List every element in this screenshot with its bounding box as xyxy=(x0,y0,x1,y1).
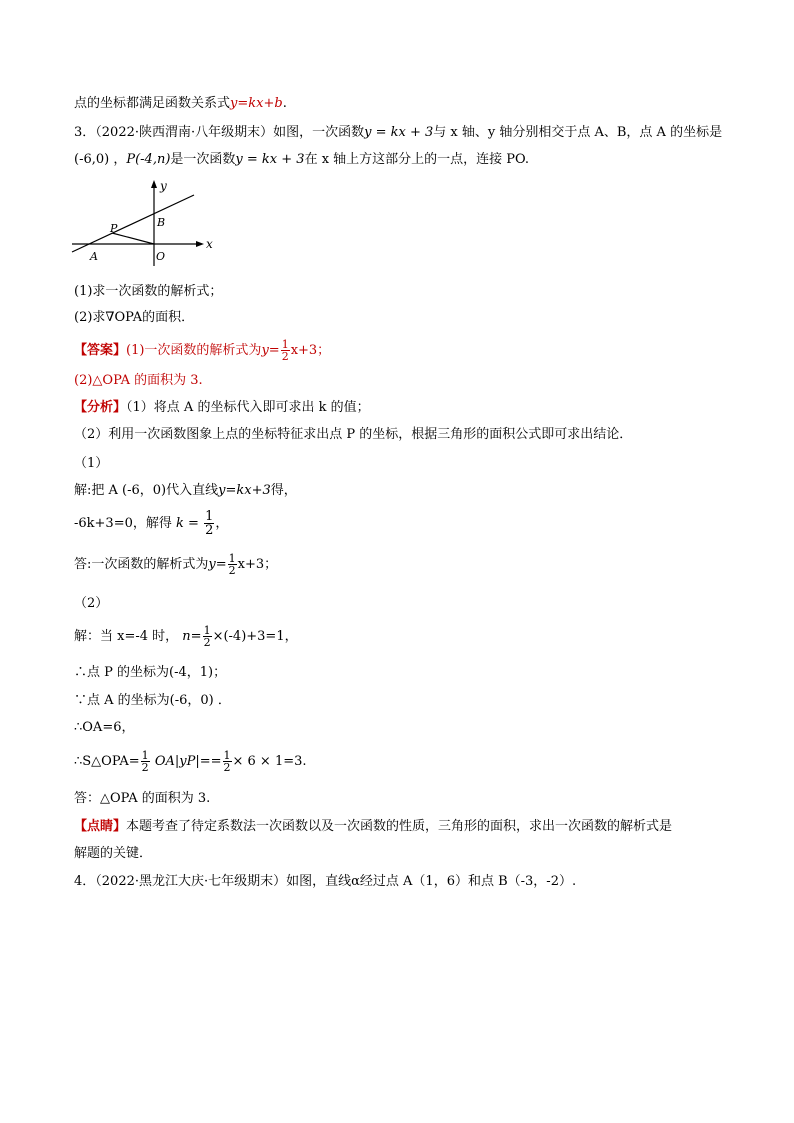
text: 解:把 A (-6，0)代入直线 xyxy=(74,483,219,498)
text: ×(-4)+3=1， xyxy=(212,629,298,644)
comment-line-1 xyxy=(74,818,672,836)
sub-question-2: (2)求∇OPA的面积． xyxy=(74,310,195,325)
text: . xyxy=(282,96,287,111)
formula: y=kx+3 xyxy=(218,483,271,498)
text: (1)一次函数的解析式为 xyxy=(126,343,262,358)
text: 与 x 轴、y 轴分别相交于点 A、B，点 A 的坐标是 xyxy=(433,125,723,140)
text: 本题考查了待定系数法一次函数以及一次函数的性质，三角形的面积，求出一次函数的解析式是 xyxy=(126,819,673,834)
solution-line-6: ∵点 A 的坐标为(-6，0) ． xyxy=(74,693,231,708)
denominator: 2 xyxy=(223,761,231,774)
text: 得， xyxy=(270,483,297,498)
question-3-cont xyxy=(74,151,529,169)
analysis-tag: 【分析】 xyxy=(74,400,127,415)
numerator: 1 xyxy=(205,509,214,524)
coordinate-figure xyxy=(70,174,215,274)
text: 解：当 x=-4 时， xyxy=(74,629,179,644)
comment-line-2: 解题的关键． xyxy=(74,846,153,861)
formula: y = kx + 3 xyxy=(364,125,434,140)
text: (-6,0) ， xyxy=(74,152,127,167)
question-3 xyxy=(74,124,722,142)
analysis-1 xyxy=(74,399,370,417)
text: 是一次函数 xyxy=(170,152,236,167)
numerator: 1 xyxy=(281,338,289,351)
point-a-label: A xyxy=(90,250,98,263)
denominator: 2 xyxy=(281,350,289,363)
text: 在 x 轴上方这部分上的一点，连接 PO. xyxy=(304,152,530,167)
formula: y= xyxy=(261,343,280,358)
text: ∴S△OPA= xyxy=(74,754,140,769)
point-o-label: O xyxy=(156,250,166,263)
denominator: 2 xyxy=(205,523,214,538)
solution-line-9: 答：△OPA 的面积为 3. xyxy=(74,791,211,806)
solution-line-4 xyxy=(74,623,298,651)
formula: n= xyxy=(182,629,202,644)
solution-line-2 xyxy=(74,510,228,538)
formula: x+3； xyxy=(290,343,331,358)
text: ， xyxy=(215,516,229,531)
text: 答:一次函数的解析式为 xyxy=(74,557,209,572)
analysis-2: （2）利用一次函数图象上点的坐标特征求出点 P 的坐标，根据三角形的面积公式即可求出结论． xyxy=(74,427,633,442)
point-p-label: P xyxy=(110,222,118,235)
denominator: 2 xyxy=(141,761,149,774)
question-4: 4．（2022·黑龙江大庆·七年级期末）如图，直线α经过点 A（1，6）和点 B（-3，-2）. xyxy=(74,874,577,889)
text: -6k+3=0，解得 xyxy=(74,516,172,531)
sub-question-1: (1)求一次函数的解析式； xyxy=(74,284,223,299)
solution-line-1 xyxy=(74,482,297,500)
answer-2: (2)△OPA 的面积为 3. xyxy=(74,373,203,388)
numerator: 1 xyxy=(203,624,211,637)
numerator: 1 xyxy=(141,749,149,762)
formula: OA|yP|== xyxy=(154,754,222,769)
formula: k = xyxy=(176,516,199,531)
part-1-label: （1） xyxy=(74,456,109,471)
y-axis-label: y xyxy=(160,179,167,193)
numerator: 1 xyxy=(223,749,231,762)
answer-tag: 【答案】 xyxy=(74,343,127,358)
solution-line-8 xyxy=(74,748,307,776)
solution-line-3 xyxy=(74,552,277,578)
text: 点的坐标都满足函数关系式 xyxy=(74,96,231,111)
denominator: 2 xyxy=(203,636,211,649)
text: （1）将点 A 的坐标代入即可求出 k 的值； xyxy=(126,400,370,415)
solution-line-7: ∴OA=6， xyxy=(74,720,135,735)
text: x+3； xyxy=(237,557,278,572)
numerator: 1 xyxy=(228,552,236,565)
answer-1 xyxy=(74,338,330,364)
formula: y= xyxy=(208,557,227,572)
text: 3．（2022·陕西渭南·八年级期末）如图，一次函数 xyxy=(74,125,365,140)
solution-line-5: ∴点 P 的坐标为(-4，1)； xyxy=(74,665,227,680)
denominator: 2 xyxy=(228,564,236,577)
formula: y=kx+b xyxy=(230,96,283,111)
point-b-label: B xyxy=(157,216,166,229)
formula: P(-4,n) xyxy=(126,152,171,167)
x-axis-label: x xyxy=(206,237,213,251)
text: × 6 × 1=3. xyxy=(232,754,307,769)
part-2-label: （2） xyxy=(74,596,109,611)
intro-line xyxy=(74,95,287,113)
formula: y = kx + 3 xyxy=(235,152,305,167)
comment-tag: 【点睛】 xyxy=(74,819,127,834)
